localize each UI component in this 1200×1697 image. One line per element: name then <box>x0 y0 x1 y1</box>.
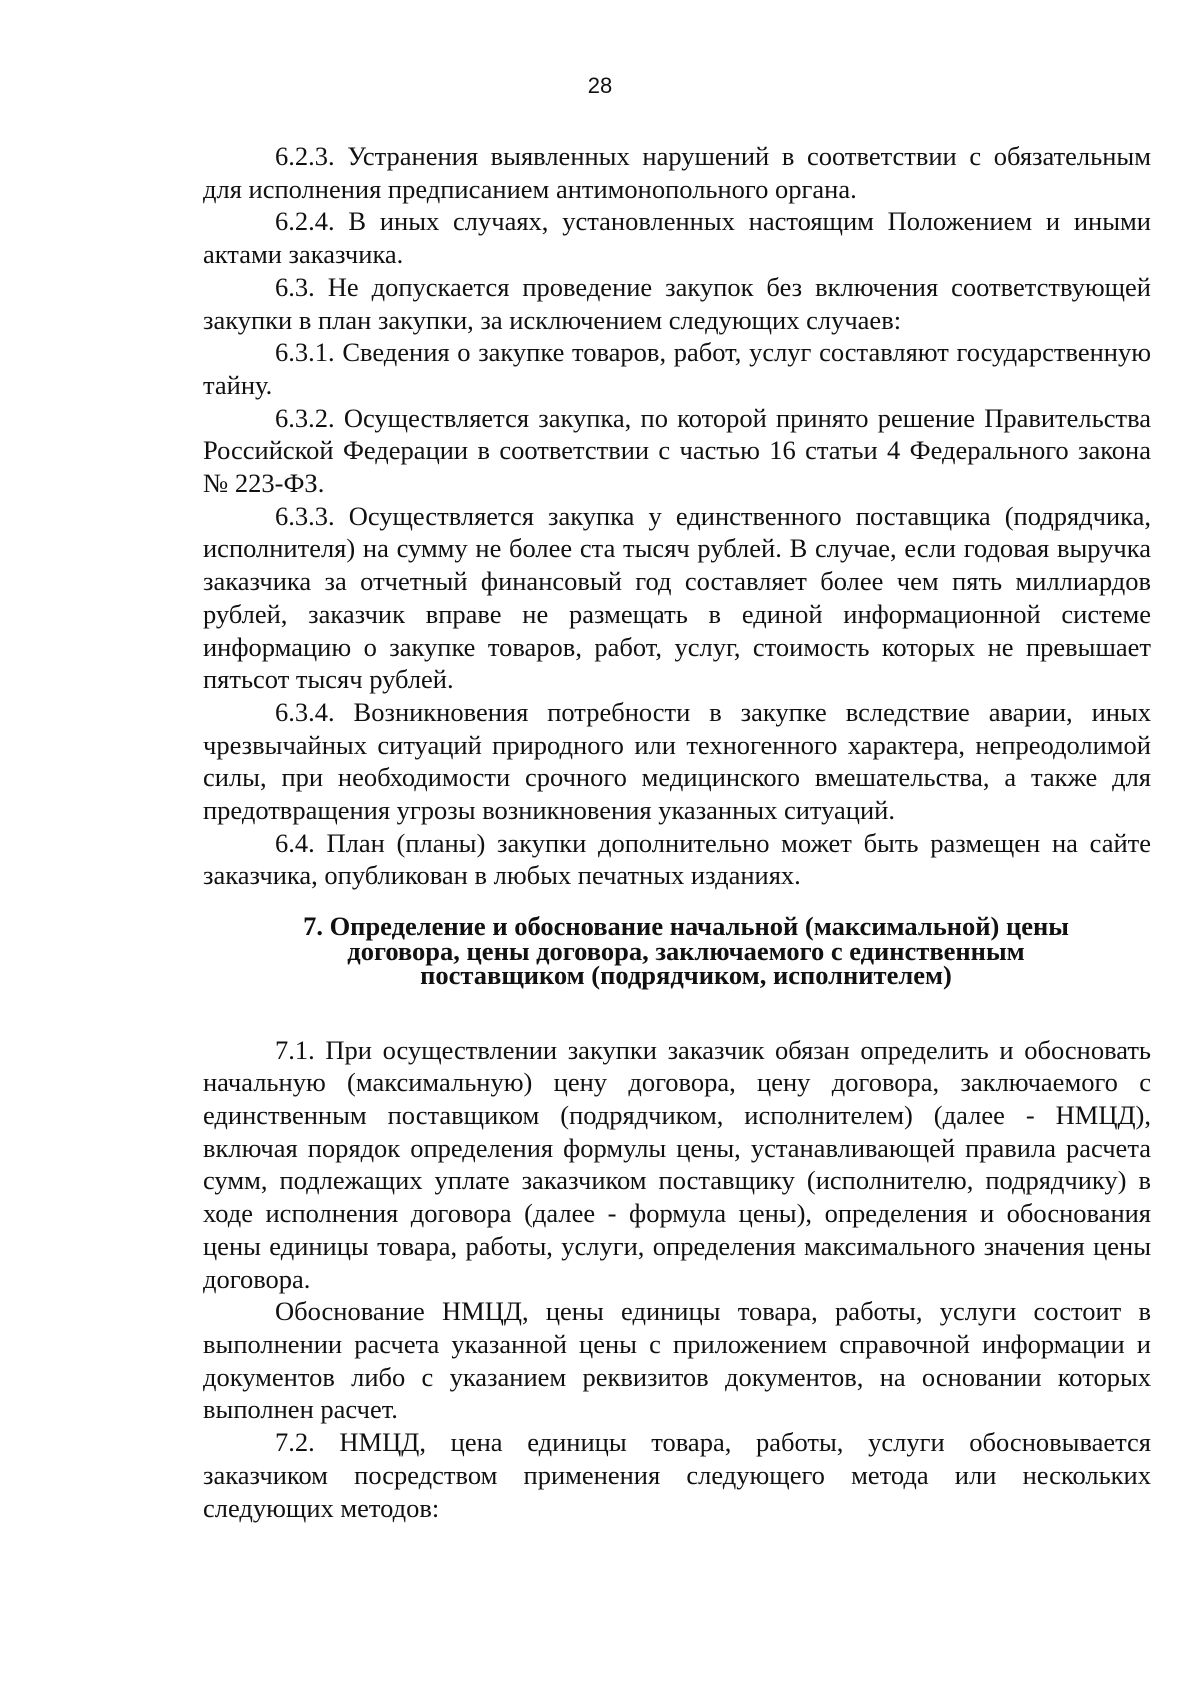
section-7-body <box>203 1034 1151 1525</box>
paragraph-6-3-2: 6.3.2. Осуществляется закупка, по которой принято решение Правительства Российской Федерации в соответствии с частью 16 статьи 4 Федерального закона № 223-ФЗ. <box>203 402 1151 499</box>
paragraph-6-3-1: 6.3.1. Сведения о закупке товаров, работ, услуг составляют государственную тайну. <box>203 337 1151 400</box>
heading-line: 7. Определение и обоснование начальной (максимальной) цены <box>303 911 1069 942</box>
paragraph-6-2-3: 6.2.3. Устранения выявленных нарушений в соответствии с обязательным для исполнения предписанием антимонопольного органа. <box>203 141 1151 204</box>
paragraph-6-3-3: 6.3.3. Осуществляется закупка у единственного поставщика (подрядчика, исполнителя) на сумму не более ста тысяч рублей. В случае, если годовая выручка заказчика за отчетный финансовый год составляет более чем пять миллиардов рублей, заказчик вправе не размещать в единой информационной системе информацию о закупке товаров, работ, услуг, стоимость которых не превышает пятьсот тысяч рублей. <box>203 500 1151 695</box>
heading-line: договора, цены договора, заключаемого с единственным <box>347 935 1025 966</box>
paragraph-6-2-4: 6.2.4. В иных случаях, установленных настоящим Положением и иными актами заказчика. <box>203 206 1151 270</box>
paragraph-7-2: 7.2. НМЦД, цена единицы товара, работы, услуги обосновывается заказчиком посредством применения следующего метода или нескольких следующих методов: <box>203 1427 1151 1523</box>
paragraph-6-3: 6.3. Не допускается проведение закупок без включения соответствующей закупки в план закупки, за исключением следующих случаев: <box>203 271 1151 335</box>
paragraph-6-3-4: 6.3.4. Возникновения потребности в закупке вследствие аварии, иных чрезвычайных ситуаций природного или техногенного характера, непреодолимой силы, при необходимости срочного медицинского вмешательства, а также для предотвращения угрозы возникновения указанных ситуаций. <box>203 696 1151 826</box>
page-content <box>203 140 1151 1524</box>
section-7-heading <box>203 911 1151 991</box>
paragraph-7-1-justification: Обоснование НМЦД, цены единицы товара, работы, услуги состоит в выполнении расчета указанной цены с приложением справочной информации и документов либо с указанием реквизитов документов, на основании которых выполнен расчет. <box>203 1296 1151 1425</box>
page-number: 28 <box>587 73 613 98</box>
heading-line: поставщиком (подрядчиком, исполнителем) <box>420 960 952 991</box>
paragraph-7-1: 7.1. При осуществлении закупки заказчик обязан определить и обосновать начальную (максимальную) цену договора, цену договора, заключаемого с единственным поставщиком (подрядчиком, исполнителем) (далее - НМЦД), включая порядок определения формулы цены, устанавливающей правила расчета сумм, подлежащих уплате заказчиком поставщику (исполнителю, подрядчику) в ходе исполнения договора (далее - формула цены), определения и обоснования цены единицы товара, работы, услуги, определения максимального значения цены договора. <box>203 1034 1151 1294</box>
paragraph-6-4: 6.4. План (планы) закупки дополнительно может быть размещен на сайте заказчика, опубликован в любых печатных изданиях. <box>203 827 1151 891</box>
